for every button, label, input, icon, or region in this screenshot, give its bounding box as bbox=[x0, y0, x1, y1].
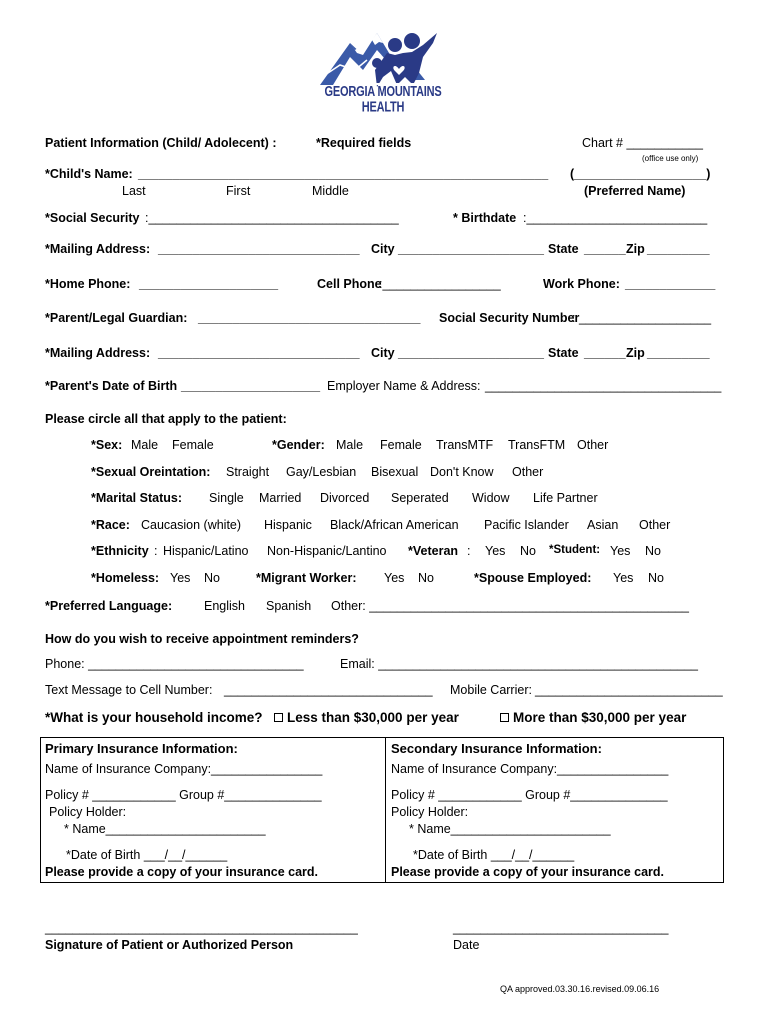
secondary-policy-field[interactable]: Policy # ____________ Group #______________ bbox=[391, 788, 668, 802]
primary-company-field[interactable]: Name of Insurance Company:________________ bbox=[45, 762, 323, 776]
primary-policy-field[interactable]: Policy # ____________ Group #______________ bbox=[45, 788, 322, 802]
income-more-label: More than $30,000 per year bbox=[513, 710, 687, 725]
secondary-insurance-title: Secondary Insurance Information: bbox=[391, 741, 602, 756]
sex-option-male[interactable]: Male bbox=[131, 438, 159, 452]
reminders-question: How do you wish to receive appointment reminders? bbox=[45, 632, 359, 646]
employer-label: Employer Name & Address: bbox=[327, 379, 481, 393]
orientation-option-straight[interactable]: Straight bbox=[226, 465, 270, 479]
mobile-carrier-field[interactable]: ___________________________ bbox=[535, 683, 723, 697]
state2-label: State bbox=[548, 346, 579, 360]
ssn-label: *Social Security bbox=[45, 211, 140, 225]
orientation-option-bisexual[interactable]: Bisexual bbox=[371, 465, 419, 479]
ssn-field[interactable]: :____________________________________ bbox=[145, 211, 399, 225]
language-option-spanish[interactable]: Spanish bbox=[266, 599, 312, 613]
chart-number-field[interactable]: Chart # ___________ bbox=[582, 136, 703, 150]
language-option-english[interactable]: English bbox=[204, 599, 245, 613]
income-less-label: Less than $30,000 per year bbox=[287, 710, 459, 725]
orientation-option-gay-lesbian[interactable]: Gay/Lesbian bbox=[286, 465, 357, 479]
secondary-copy-note: Please provide a copy of your insurance card. bbox=[391, 865, 665, 879]
gender-option-transftm[interactable]: TransFTM bbox=[508, 438, 566, 452]
veteran-option-no[interactable]: No bbox=[520, 544, 536, 558]
state-label: State bbox=[548, 242, 579, 256]
gender-option-male[interactable]: Male bbox=[336, 438, 364, 452]
homeless-label: *Homeless: bbox=[91, 571, 160, 585]
city-label: City bbox=[371, 242, 395, 256]
migrant-option-yes[interactable]: Yes bbox=[384, 571, 405, 585]
spouse-option-yes[interactable]: Yes bbox=[613, 571, 634, 585]
city-field[interactable]: _____________________ bbox=[398, 242, 544, 256]
income-question: *What is your household income? bbox=[45, 710, 263, 725]
sex-option-female[interactable]: Female bbox=[172, 438, 214, 452]
primary-copy-note: Please provide a copy of your insurance card. bbox=[45, 865, 319, 879]
required-note: *Required fields bbox=[316, 136, 412, 150]
state-field[interactable]: ______ bbox=[584, 242, 626, 256]
language-label: *Preferred Language: bbox=[45, 599, 173, 613]
spouse-label: *Spouse Employed: bbox=[474, 571, 592, 585]
marital-option-life-partner[interactable]: Life Partner bbox=[533, 491, 598, 505]
primary-name-field[interactable]: * Name_______________________ bbox=[64, 822, 266, 836]
ethnicity-label: *Ethnicity bbox=[91, 544, 149, 558]
race-option-caucasion[interactable]: Caucasion (white) bbox=[141, 518, 242, 532]
marital-label: *Marital Status: bbox=[91, 491, 182, 505]
mobile-carrier-label: Mobile Carrier: bbox=[450, 683, 532, 697]
city2-field[interactable]: _____________________ bbox=[398, 346, 544, 360]
text-message-label: Text Message to Cell Number: bbox=[45, 683, 213, 697]
circle-intro: Please circle all that apply to the patient: bbox=[45, 412, 287, 426]
employer-field[interactable]: __________________________________ bbox=[485, 379, 722, 393]
reminder-email-field[interactable]: Email: ______________________________________________ bbox=[340, 657, 698, 671]
mailing-address2-field[interactable]: _____________________________ bbox=[158, 346, 360, 360]
veteran-label: *Veteran bbox=[408, 544, 459, 558]
zip2-label: Zip bbox=[626, 346, 645, 360]
parent-dob-label: *Parent's Date of Birth bbox=[45, 379, 178, 393]
marital-option-seperated[interactable]: Seperated bbox=[391, 491, 449, 505]
orientation-option-other[interactable]: Other bbox=[512, 465, 544, 479]
last-label: Last bbox=[122, 184, 146, 198]
marital-option-single[interactable]: Single bbox=[209, 491, 244, 505]
gender-option-transmtf[interactable]: TransMTF bbox=[436, 438, 494, 452]
child-name-field[interactable]: ___________________________________________________________ bbox=[138, 167, 549, 181]
zip2-field[interactable]: _________ bbox=[647, 346, 710, 360]
income-less-option[interactable] bbox=[274, 710, 459, 726]
city2-label: City bbox=[371, 346, 395, 360]
guardian-label: *Parent/Legal Guardian: bbox=[45, 311, 188, 325]
student-option-yes[interactable]: Yes bbox=[610, 544, 631, 558]
migrant-label: *Migrant Worker: bbox=[256, 571, 357, 585]
mailing-address2-label: *Mailing Address: bbox=[45, 346, 151, 360]
home-phone-label: *Home Phone: bbox=[45, 277, 131, 291]
middle-label: Middle bbox=[312, 184, 349, 198]
mailing-address-field[interactable]: _____________________________ bbox=[158, 242, 360, 256]
checkbox-icon[interactable] bbox=[500, 713, 509, 722]
ethnicity-option-non-hispanic[interactable]: Non-Hispanic/Lantino bbox=[267, 544, 387, 558]
guardian-ssn-label: Social Security Number bbox=[439, 311, 580, 325]
marital-option-widow[interactable]: Widow bbox=[472, 491, 510, 505]
homeless-option-yes[interactable]: Yes bbox=[170, 571, 191, 585]
signature-label: Signature of Patient or Authorized Person bbox=[45, 938, 294, 952]
logo-text: GEORGIA MOUNTAINS HEALTH bbox=[324, 84, 442, 116]
primary-dob-field[interactable]: *Date of Birth ___/__/______ bbox=[66, 848, 228, 862]
ethnicity-colon: : bbox=[154, 544, 158, 558]
sex-label: *Sex: bbox=[91, 438, 123, 452]
guardian-field[interactable]: ________________________________ bbox=[198, 311, 421, 325]
primary-holder-label: Policy Holder: bbox=[49, 805, 127, 819]
home-phone-field[interactable]: ____________________ bbox=[139, 277, 279, 291]
homeless-option-no[interactable]: No bbox=[204, 571, 220, 585]
birthdate-label: * Birthdate bbox=[453, 211, 517, 225]
student-option-no[interactable]: No bbox=[645, 544, 661, 558]
migrant-option-no[interactable]: No bbox=[418, 571, 434, 585]
reminder-phone-field[interactable]: Phone: _______________________________ bbox=[45, 657, 304, 671]
work-phone-field[interactable]: _____________ bbox=[625, 277, 716, 291]
income-more-option[interactable] bbox=[500, 710, 686, 726]
signature-field[interactable]: _____________________________________________ bbox=[45, 921, 358, 935]
orientation-option-dont-know[interactable]: Don't Know bbox=[430, 465, 494, 479]
child-name-label: *Child's Name: bbox=[45, 167, 133, 181]
date-label: Date bbox=[453, 938, 480, 952]
race-option-asian[interactable]: Asian bbox=[587, 518, 619, 532]
orientation-label: *Sexual Oreintation: bbox=[91, 465, 211, 479]
race-label: *Race: bbox=[91, 518, 130, 532]
gender-option-other[interactable]: Other bbox=[577, 438, 609, 452]
preferred-name-field[interactable]: (___________________) bbox=[570, 167, 711, 181]
first-label: First bbox=[226, 184, 251, 198]
birthdate-field[interactable]: :__________________________ bbox=[523, 211, 708, 225]
cell-phone-label: Cell Phone bbox=[317, 277, 382, 291]
race-option-hispanic[interactable]: Hispanic bbox=[264, 518, 312, 532]
date-field[interactable]: _______________________________ bbox=[453, 921, 669, 935]
guardian-ssn-field[interactable]: : ___________________ bbox=[572, 311, 712, 325]
zip-label: Zip bbox=[626, 242, 645, 256]
secondary-holder-label: Policy Holder: bbox=[391, 805, 469, 819]
secondary-name-field[interactable]: * Name_______________________ bbox=[409, 822, 611, 836]
ethnicity-option-hispanic[interactable]: Hispanic/Latino bbox=[163, 544, 249, 558]
text-message-field[interactable]: ______________________________ bbox=[224, 683, 433, 697]
race-option-black[interactable]: Black/African American bbox=[330, 518, 459, 532]
gender-option-female[interactable]: Female bbox=[380, 438, 422, 452]
state2-field[interactable]: ______ bbox=[584, 346, 626, 360]
student-label: *Student: bbox=[549, 544, 601, 556]
race-option-other[interactable]: Other bbox=[639, 518, 671, 532]
secondary-company-field[interactable]: Name of Insurance Company:________________ bbox=[391, 762, 669, 776]
checkbox-icon[interactable] bbox=[274, 713, 283, 722]
parent-dob-field[interactable]: ____________________ bbox=[181, 379, 321, 393]
veteran-option-yes[interactable]: Yes bbox=[485, 544, 506, 558]
veteran-colon: : bbox=[467, 544, 471, 558]
primary-insurance-title: Primary Insurance Information: bbox=[45, 741, 238, 756]
insurance-divider bbox=[385, 737, 386, 883]
language-other-field[interactable]: Other: ______________________________________________ bbox=[331, 599, 689, 613]
race-option-pacific-islander[interactable]: Pacific Islander bbox=[484, 518, 569, 532]
zip-field[interactable]: _________ bbox=[647, 242, 710, 256]
office-use-note: (office use only) bbox=[642, 154, 699, 163]
cell-phone-field[interactable]: :_________________ bbox=[379, 277, 501, 291]
gender-label: *Gender: bbox=[272, 438, 325, 452]
marital-option-divorced[interactable]: Divorced bbox=[320, 491, 370, 505]
spouse-option-no[interactable]: No bbox=[648, 571, 664, 585]
secondary-dob-field[interactable]: *Date of Birth ___/__/______ bbox=[413, 848, 575, 862]
mailing-address-label: *Mailing Address: bbox=[45, 242, 151, 256]
footer-note: QA approved.03.30.16.revised.09.06.16 bbox=[500, 984, 660, 994]
marital-option-married[interactable]: Married bbox=[259, 491, 302, 505]
section-title: Patient Information (Child/ Adolecent) : bbox=[45, 136, 277, 150]
preferred-name-label: (Preferred Name) bbox=[584, 184, 686, 198]
work-phone-label: Work Phone: bbox=[543, 277, 620, 291]
